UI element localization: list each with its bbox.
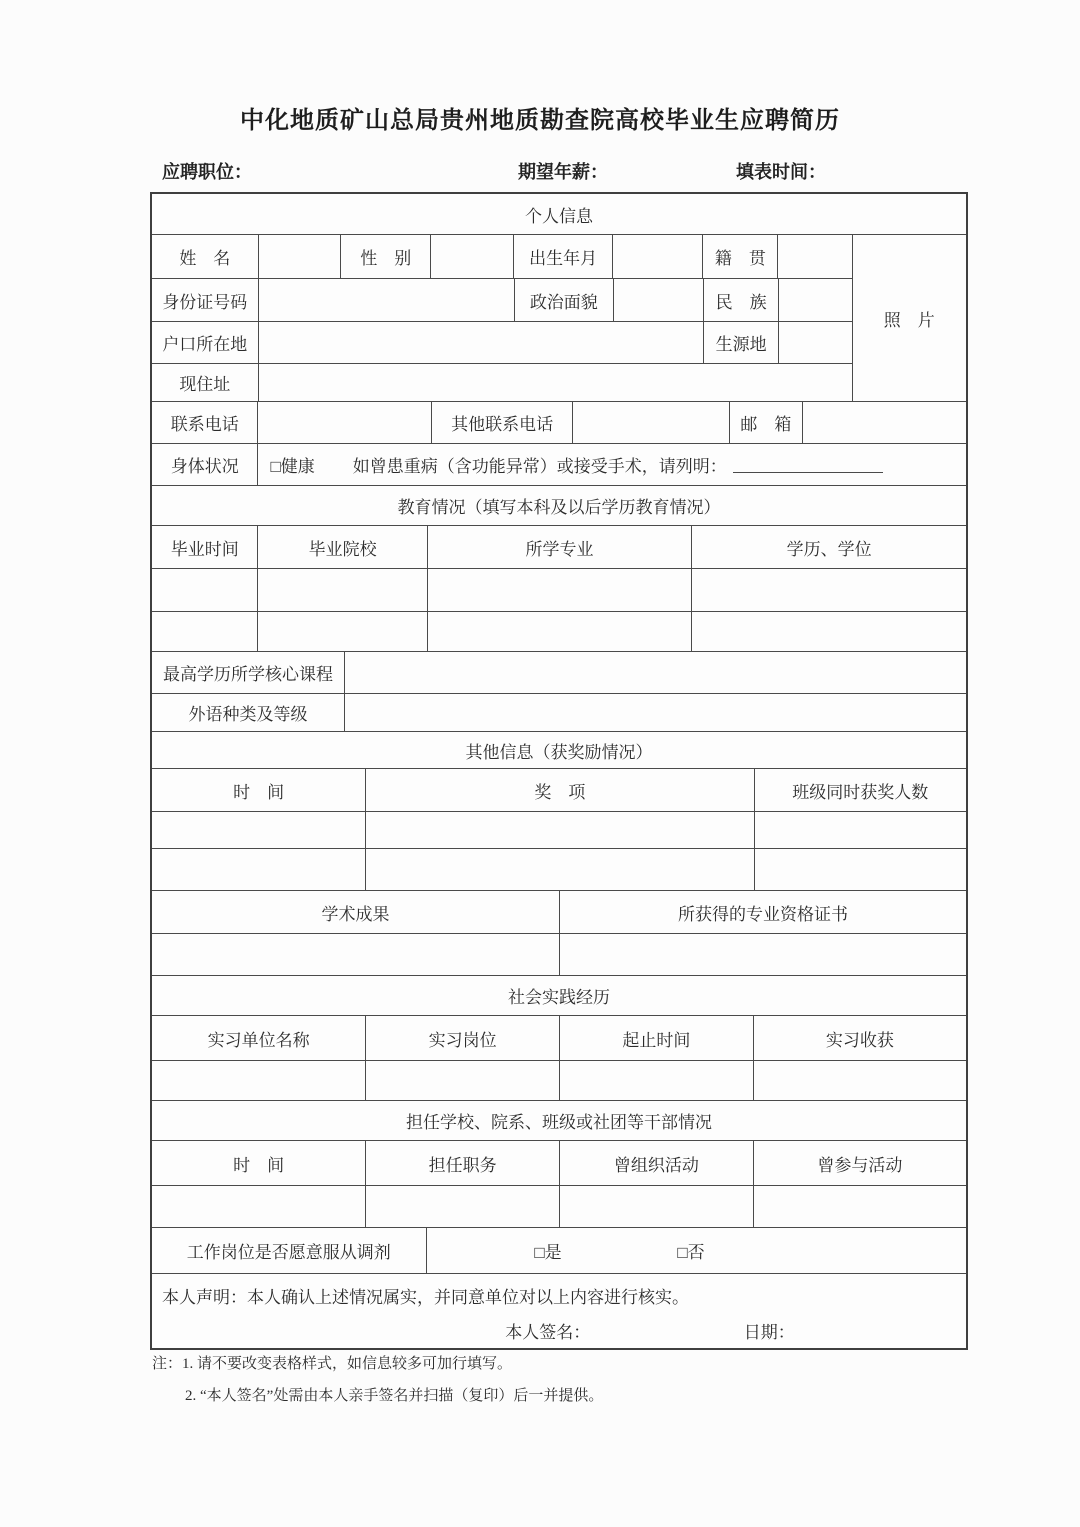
cadre-entry-row [152, 1185, 966, 1227]
edu-cell [427, 612, 692, 651]
household-label: 户口所在地 [162, 335, 248, 354]
core-courses-input-cell [344, 652, 966, 693]
row-core-courses [152, 651, 966, 693]
cadre-cell [559, 1186, 753, 1227]
address-input-cell [258, 364, 852, 401]
id-label: 身份证号码 [162, 292, 248, 312]
position-label: 应聘职位： [162, 162, 252, 182]
edu-col-major: 所学专业 [427, 526, 692, 568]
cadre-col-organized: 曾组织活动 [559, 1141, 753, 1185]
practice-col-gains: 实习收获 [753, 1016, 966, 1060]
core-courses-label: 最高学历所学核心课程 [163, 665, 334, 684]
edu-cell [152, 569, 257, 611]
edu-cell [691, 569, 966, 611]
award-cell [152, 812, 365, 848]
academic-entry-row [152, 933, 966, 975]
award-cell [754, 812, 966, 848]
note-line-2: 2. “本人签名”处需由本人亲手签名并扫描（复印）后一并提供。 [185, 1388, 604, 1404]
row-address [152, 363, 852, 401]
health-note-underline [733, 456, 883, 474]
foreign-language-input-cell [344, 694, 966, 731]
edu-col-grad-time: 毕业时间 [170, 539, 239, 559]
cadre-col-position: 担任职务 [365, 1141, 559, 1185]
edu-cell [427, 569, 692, 611]
top-fields-row [150, 158, 968, 184]
edu-cell [257, 569, 426, 611]
political-input-cell [613, 279, 703, 321]
awards-columns-row [152, 768, 966, 811]
email-label: 邮 箱 [729, 402, 802, 443]
row-adjustment [152, 1227, 966, 1273]
academic-results-label: 学术成果 [321, 904, 390, 924]
edu-col-school: 毕业院校 [257, 526, 426, 568]
section-personal-title: 个人信息 [525, 206, 593, 226]
section-education-header-row [152, 485, 966, 525]
edu-cell [691, 612, 966, 651]
edu-col-degree: 学历、学位 [691, 526, 966, 568]
row-name [152, 235, 852, 278]
personal-block [152, 234, 966, 401]
gender-input-cell [430, 235, 513, 278]
row-household [152, 321, 852, 363]
page-title: 中化地质矿山总局贵州地质勘查院高校毕业生应聘简历 [240, 108, 840, 134]
other-phone-input-cell [572, 402, 728, 443]
resume-table [150, 192, 968, 1350]
phone-label: 联系电话 [170, 415, 239, 434]
edu-cell [257, 612, 426, 651]
origin-input-cell [778, 322, 851, 363]
award-entry-row [152, 811, 966, 848]
ethnicity-label: 民 族 [703, 279, 778, 321]
foreign-language-label: 外语种类及等级 [188, 705, 308, 724]
section-practice-title: 社会实践经历 [508, 988, 610, 1007]
cadre-cell [365, 1186, 559, 1227]
native-place-label: 籍 贯 [702, 235, 777, 278]
practice-cell [559, 1061, 753, 1100]
adjustment-label: 工作岗位是否愿意服从调剂 [186, 1243, 391, 1262]
phone-input-cell [257, 402, 430, 443]
award-cell [365, 812, 753, 848]
cadre-cell [753, 1186, 966, 1227]
practice-col-position: 实习岗位 [365, 1016, 559, 1060]
birth-label: 出生年月 [513, 235, 612, 278]
native-place-input-cell [777, 235, 851, 278]
id-input-cell [258, 279, 514, 321]
practice-col-company: 实习单位名称 [207, 1030, 310, 1050]
education-entry-row [152, 611, 966, 651]
practice-entry-row [152, 1060, 966, 1100]
row-foreign-language [152, 693, 966, 731]
photo-placeholder: 照 片 [852, 235, 966, 401]
signature-label: 本人签名： [505, 1323, 591, 1342]
cadre-cell [152, 1186, 365, 1227]
practice-cell [365, 1061, 559, 1100]
section-personal-header-row [152, 194, 966, 234]
row-health [152, 443, 966, 485]
birth-input-cell [612, 235, 702, 278]
health-content-cell [257, 444, 966, 485]
health-label: 身体状况 [170, 457, 239, 476]
edu-cell [152, 612, 257, 651]
practice-cell [753, 1061, 966, 1100]
row-contact [152, 401, 966, 443]
award-col-time: 时 间 [233, 782, 285, 802]
certificates-label: 所获得的专业资格证书 [559, 891, 966, 933]
section-education-title: 教育情况（填写本科及以后学历教育情况） [397, 498, 721, 517]
award-col-classmates: 班级同时获奖人数 [754, 769, 966, 811]
adjustment-yes-checkbox: □是 [534, 1243, 562, 1262]
health-checkbox: □健康 [270, 457, 315, 476]
date-label: 填表时间： [736, 162, 826, 182]
name-label: 姓 名 [179, 249, 231, 268]
row-id-number [152, 278, 852, 321]
household-input-cell [258, 322, 704, 363]
signature-date-label: 日期： [743, 1323, 795, 1342]
practice-cell [152, 1061, 365, 1100]
salary-label: 期望年薪： [518, 162, 608, 182]
award-entry-row [152, 848, 966, 890]
section-cadre-title: 担任学校、院系、班级或社团等干部情况 [406, 1113, 712, 1132]
section-other-info-title: 其他信息（获奖励情况） [465, 742, 653, 762]
personal-fields [152, 235, 852, 401]
political-label: 政治面貌 [514, 279, 613, 321]
education-columns-row [152, 525, 966, 568]
academic-cell [152, 934, 559, 975]
award-cell [365, 849, 753, 890]
certificates-cell [559, 934, 966, 975]
other-phone-label: 其他联系电话 [431, 402, 573, 443]
declaration-statement: 本人声明：本人确认上述情况属实，并同意单位对以上内容进行核实。 [162, 1288, 689, 1307]
award-col-prize: 奖 项 [365, 769, 753, 811]
section-other-info-header-row [152, 731, 966, 768]
practice-col-period: 起止时间 [559, 1016, 753, 1060]
adjustment-options-cell [426, 1228, 967, 1273]
education-entry-row [152, 568, 966, 611]
cadre-col-participated: 曾参与活动 [753, 1141, 966, 1185]
academic-columns-row [152, 890, 966, 933]
award-cell [152, 849, 365, 890]
ethnicity-input-cell [778, 279, 851, 321]
origin-label: 生源地 [703, 322, 778, 363]
section-practice-header-row [152, 975, 966, 1015]
gender-label: 性 别 [340, 235, 430, 278]
address-label: 现住址 [179, 375, 231, 394]
award-cell [754, 849, 966, 890]
cadre-col-time: 时 间 [233, 1155, 285, 1175]
practice-columns-row [152, 1015, 966, 1060]
declaration-block [152, 1273, 966, 1348]
health-note: 如曾患重病（含功能异常）或接受手术，请列明： [352, 457, 727, 476]
adjustment-no-checkbox: □否 [677, 1243, 705, 1262]
name-input-cell [258, 235, 341, 278]
cadre-columns-row [152, 1140, 966, 1185]
note-line-1: 注：1. 请不要改变表格样式，如信息较多可加行填写。 [152, 1356, 513, 1372]
section-cadre-header-row [152, 1100, 966, 1140]
email-input-cell [802, 402, 966, 443]
